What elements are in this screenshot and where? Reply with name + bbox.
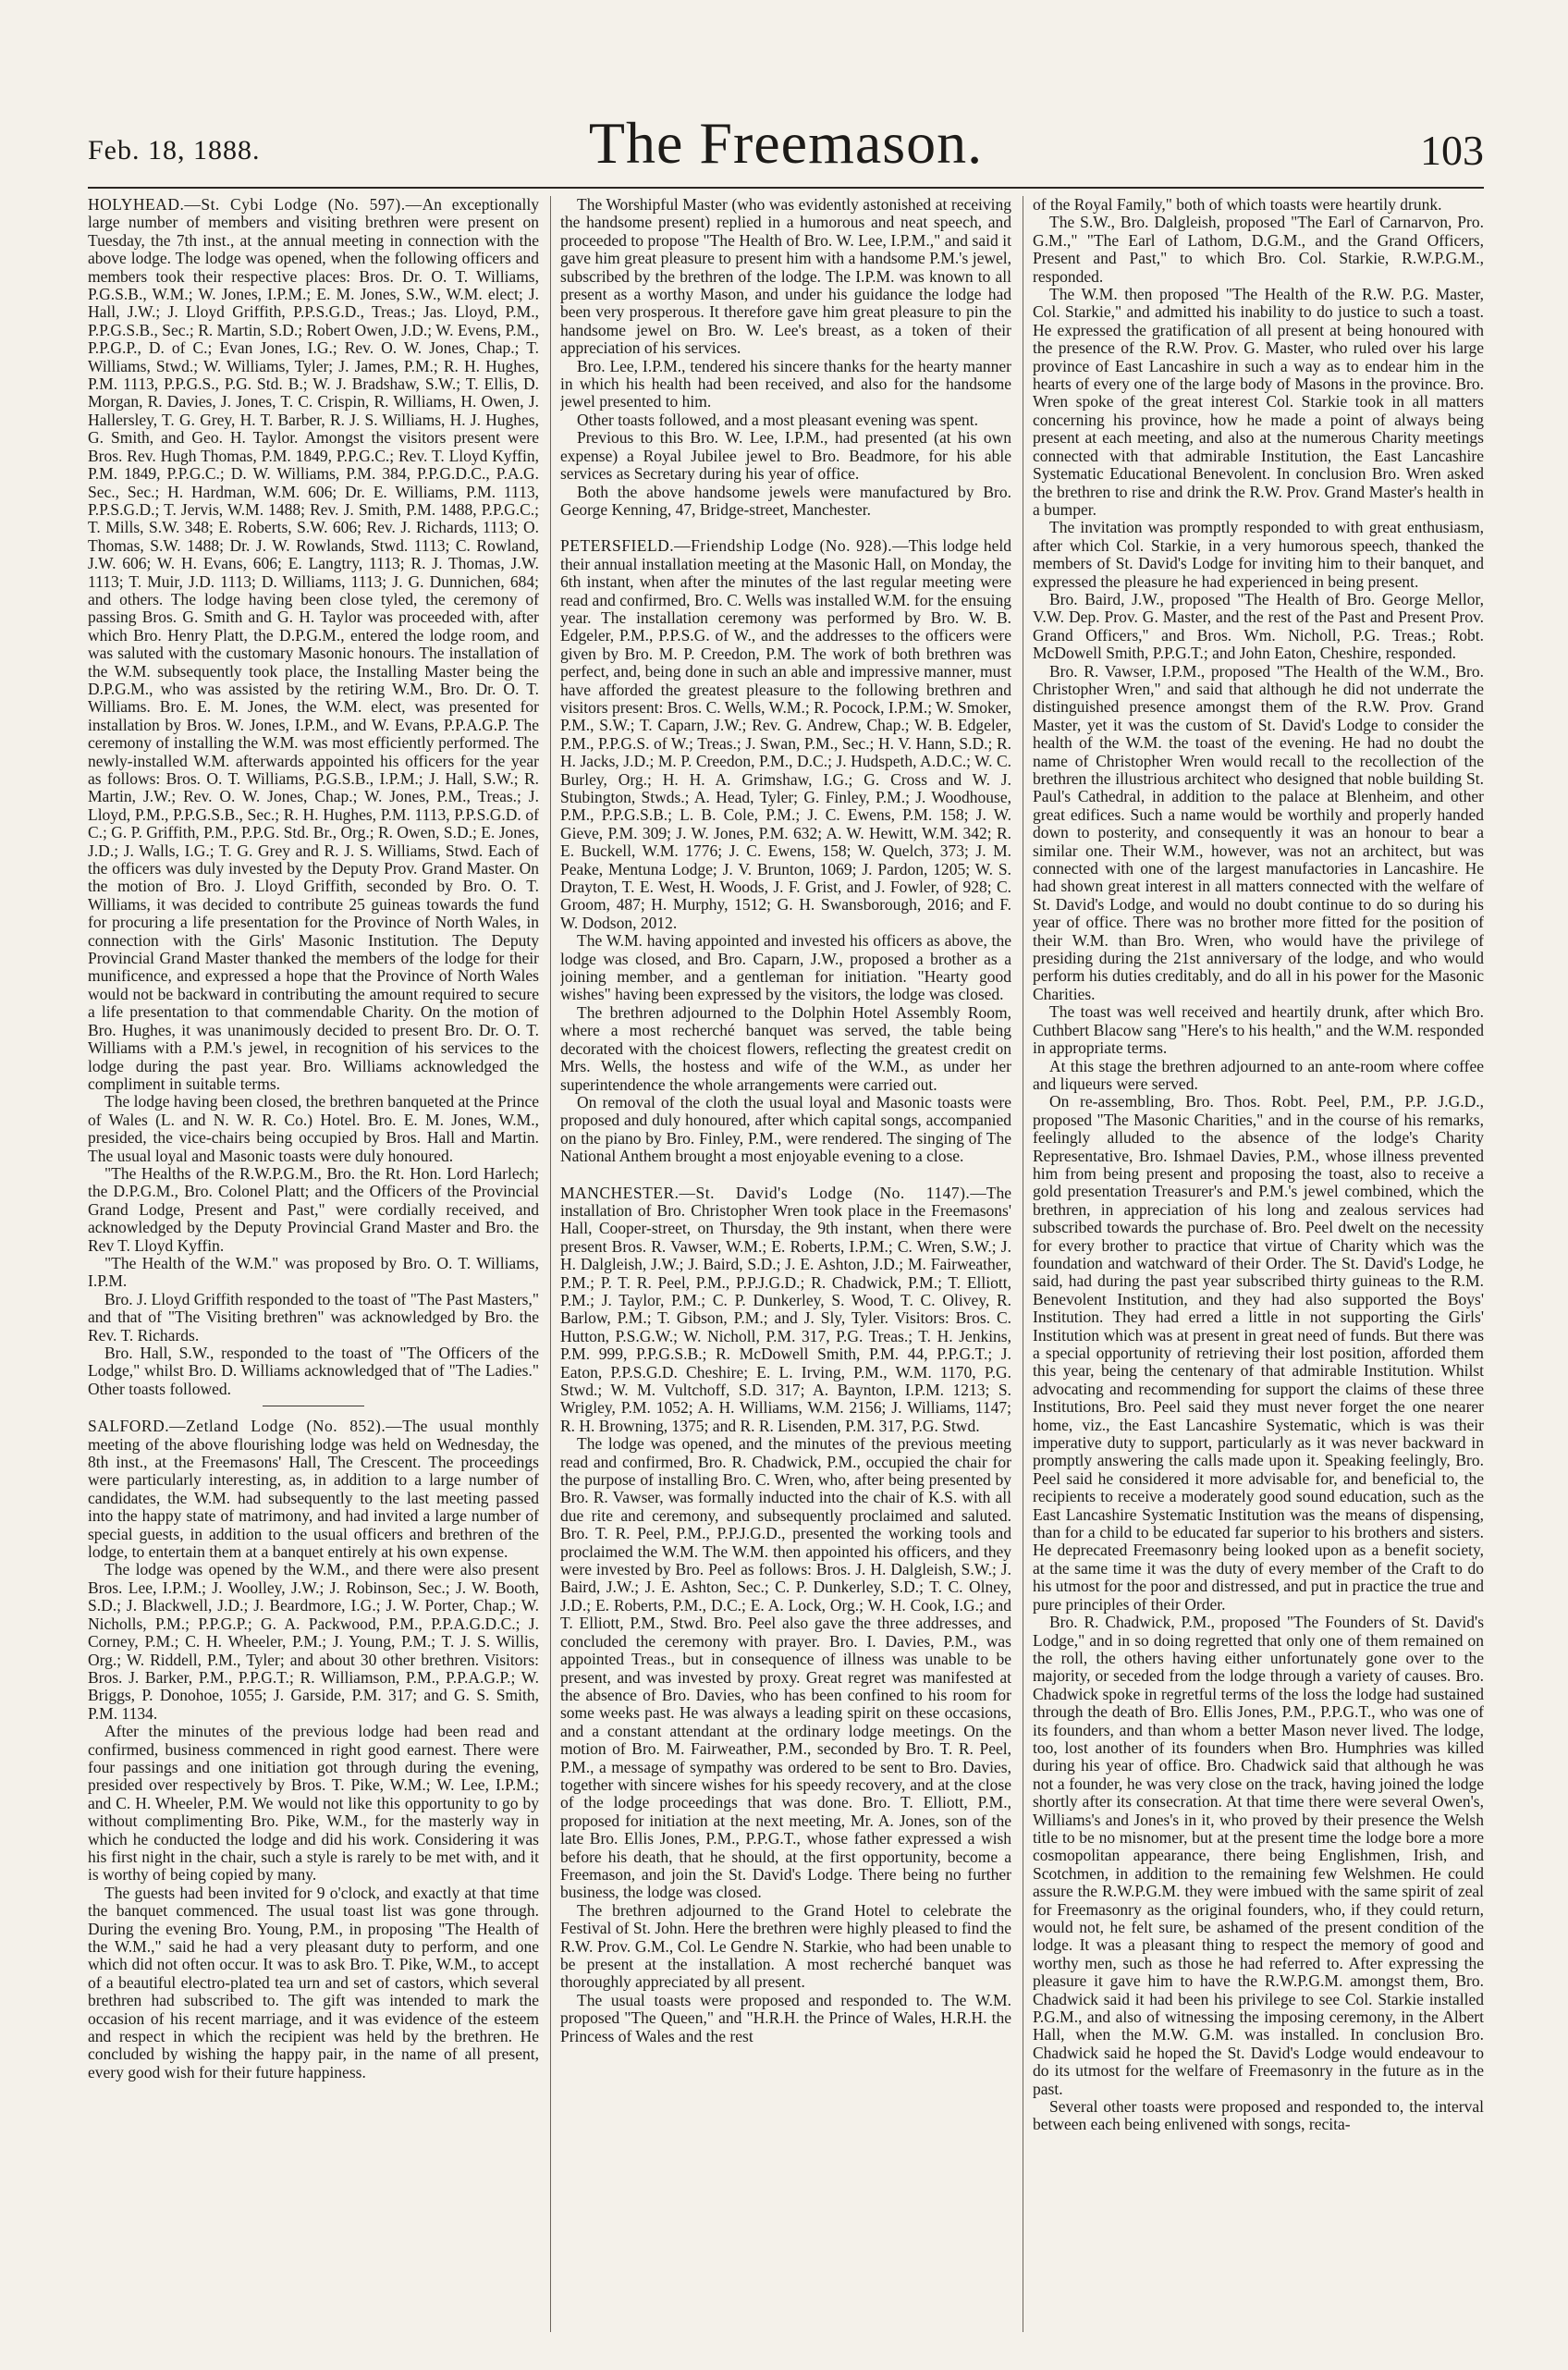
paragraph-text: At this stage the brethren adjourned to an ante-room where coffee and liqueurs were served. xyxy=(1033,1056,1484,1093)
article-paragraph xyxy=(560,932,1011,1004)
column-3 xyxy=(1033,196,1484,2341)
article-paragraph xyxy=(560,1902,1011,1992)
article-heading: SALFORD.—Zetland Lodge (No. 852).— xyxy=(88,1417,403,1436)
article-paragraph xyxy=(560,1094,1011,1166)
paragraph-text: Bro. Lee, I.P.M., tendered his sincere thanks for the hearty manner in which his health had been received, and also for the handsome jewel presented to him. xyxy=(560,356,1011,411)
paragraph-text: "The Health of the W.M." was proposed by Bro. O. T. Williams, I.P.M. xyxy=(88,1253,539,1291)
paragraph-text: Both the above handsome jewels were manufactured by Bro. George Kenning, 47, Bridge-street, Manchester. xyxy=(560,482,1011,519)
paragraph-text: The S.W., Bro. Dalgleish, proposed "The Earl of Carnarvon, Pro. G.M.," "The Earl of Lathom, D.G.M., and the Grand Officers, Present and Past," to which Bro. Col. Starkie, R.W.P.G.M., responded. xyxy=(1033,213,1484,286)
paragraph-text: Bro. R. Vawser, I.P.M., proposed "The Health of the W.M., Bro. Christopher Wren," and said that although he did not underrate the distinguished presence amongst them of the R.W. Prov. Grand Master, yet it was the custom of St. David's Lodge to consider the health of the W.M. the toast of the evening. He had no doubt the name of Christopher Wren would recall to the recollection of the brethren the illustrious architect who designed that noble building St. Paul's Cathedral, in addition to the palace at Blenheim, and other great edifices. Such a name would be worthily and properly handed down to posterity, and consequently it was an honour to bear a similar one. Their W.M., however, was not an architect, but was connected with one of the largest manufactories in Lancashire. He had shown great interest in all matters connected with the welfare of St. David's Lodge, and would no doubt continue to do so during his year of office. There was no brother more fitted for the position of their W.M. than Bro. Wren, who would have the privilege of presiding during the 21st anniversary of the lodge, and who would perform his duties creditably, and do all in his power for the Masonic Charities. xyxy=(1033,661,1484,1003)
article-paragraph xyxy=(88,1885,539,2081)
article-paragraph xyxy=(1033,214,1484,286)
article-paragraph xyxy=(88,1345,539,1398)
article-paragraph xyxy=(1033,591,1484,663)
issue-date: Feb. 18, 1888. xyxy=(88,135,261,166)
article-paragraph xyxy=(88,1165,539,1255)
paragraph-text: An exceptionally large number of members and visiting brethren were present on Tuesday, the 7th inst., at the annual meeting in connection with the above lodge. The lodge was opened, when the following officers and members took their respective places: Bros. Dr. O. T. Williams, P.G.S.B., W.M.; W. Jones, I.P.M.; E. M. Jones, S.W., W.M. elect; J. Hall, J.W.; J. Lloyd Griffith, P.P.S.G.D., Treas.; Jas. Lloyd, P.M., P.P.G.S.B., Sec.; R. Martin, S.D.; Robert Owen, J.D.; W. Evens, P.M., P.P.G.P., D. of C.; Evan Jones, I.G.; Rev. O. W. Jones, Chap.; T. Williams, Stwd.; W. Williams, Tyler; J. James, P.M.; R. H. Hughes, P.M. 1113, P.P.G.S., P.G. Std. B.; W. J. Bradshaw, S.W.; T. Ellis, D. Morgan, R. Davies, J. Jones, T. C. Crispin, R. Williams, H. Owen, J. Hallersley, T. G. Grey, H. T. Barber, R. J. S. Williams, H. J. Hughes, G. Smith, and Geo. H. Taylor. Amongst the visitors present were Bros. Rev. Hugh Thomas, P.M. 1849, P.P.G.C.; Rev. T. Lloyd Kyffin, P.M. 1849, P.P.G.C.; D. W. Williams, P.M. 384, P.P.G.D.C., P.A.G. Sec., Sec.; H. Hardman, W.M. 606; Dr. E. Williams, P.M. 1113, P.P.S.G.D.; T. Jervis, W.M. 1488; Rev. J. Smith, P.M. 1488, P.P.G.C.; T. Mills, S.W. 348; E. Roberts, S.W. 606; Rev. J. Richards, 1113; O. Thomas, S.W. 1488; Dr. J. W. Rowlands, Stwd. 1113; C. Rowland, J.W. 606; W. H. Evans, 606; E. Langtry, 1113; R. J. Thomas, J.W. 1113; T. Muir, J.D. 1113; D. Williams, 1113; J. G. Dunnichen, 684; and others. The lodge having been close tyled, the ceremony of passing Bros. G. Smith and G. H. Taylor was proceeded with, after which Bro. Henry Platt, the D.P.G.M., entered the lodge room, and was saluted with the customary Masonic honours. The installation of the W.M. subsequently took place, the Installing Master being the D.P.G.M., who was assisted by the retiring W.M., Bro. Dr. O. T. Williams. Bro. E. M. Jones, the W.M. elect, was presented for installation by Bros. W. Jones, I.P.M., and W. Evans, P.P.A.G.P. The ceremony of installing the W.M. was most efficiently performed. The newly-installed W.M. afterwards appointed his officers for the year as follows: Bros. O. T. Williams, P.G.S.B., I.P.M.; J. Hall, S.W.; R. Martin, J.W.; Rev. O. W. Jones, Chap.; W. Jones, P.M., Treas.; J. Lloyd, P.M., P.P.G.S.B., Sec.; R. H. Hughes, P.M. 1113, P.P.S.G.D. of C.; G. P. Griffith, P.M., P.P.G. Std. Br., Org.; R. Owen, S.D.; E. Jones, J.D.; J. Walls, I.G.; T. G. Grey and R. J. S. Williams, Stwd. Each of the officers was duly invested by the Deputy Prov. Grand Master. On the motion of Bro. J. Lloyd Griffith, seconded by Bro. O. T. Williams, it was decided to contribute 25 guineas towards the fund for procuring a life presentation for the Province of North Wales, in connection with the Girls' Masonic Institution. The Deputy Provincial Grand Master thanked the members of the lodge for their munificence, and expressed a hope that the Province of North Wales would not be backward in contributing the amount required to secure a life presentation to that commendable Charity. On the motion of Bro. Hughes, it was unanimously decided to present Bro. Dr. O. T. Williams with a P.M.'s jewel, in recognition of his services to the lodge during the past year. Bro. Williams acknowledged the compliment in suitable terms. xyxy=(88,196,539,1093)
paragraph-text: The brethren adjourned to the Grand Hotel to celebrate the Festival of St. John. Here the brethren were highly pleased to find the R.W. Prov. G.M., Col. Le Gendre N. Starkie, who had been unable to be present at the installation. A most recherché banquet was thoroughly appreciated by all present. xyxy=(560,1900,1011,1992)
page-number: 103 xyxy=(1420,127,1484,174)
paragraph-text: The toast was well received and heartily drunk, after which Bro. Cuthbert Blacow sang "Here's to his health," and the W.M. responded in appropriate terms. xyxy=(1033,1002,1484,1058)
paragraph-text: The invitation was promptly responded to with great enthusiasm, after which Col. Starkie, in a very humorous speech, thanked the members of St. David's Lodge for inviting him to their banquet, and expressed the pleasure he had experienced in being present. xyxy=(1033,518,1484,591)
masthead-rule xyxy=(88,187,1484,189)
column-divider xyxy=(550,196,551,2332)
paragraph-text: Previous to this Bro. W. Lee, I.P.M., had presented (at his own expense) a Royal Jubilee jewel to Bro. Beadmore, for his able services as Secretary during his year of office. xyxy=(560,428,1011,484)
article-heading: HOLYHEAD.—St. Cybi Lodge (No. 597).— xyxy=(88,196,423,214)
article-paragraph xyxy=(560,358,1011,411)
paragraph-text: On removal of the cloth the usual loyal and Masonic toasts were proposed and duly honoured, after which capital songs, accompanied on the piano by Bro. Finley, P.M., were rendered. The singing of The National Anthem brought a most enjoyable evening to a close. xyxy=(560,1092,1011,1166)
article-paragraph xyxy=(1033,519,1484,591)
article-heading: MANCHESTER.—St. David's Lodge (No. 1147). xyxy=(560,1183,971,1202)
newspaper-title: The Freemason. xyxy=(588,110,984,176)
article-paragraph xyxy=(1033,196,1484,214)
article-paragraph xyxy=(88,1255,539,1291)
article-paragraph xyxy=(88,1291,539,1345)
article-paragraph xyxy=(1033,1614,1484,2098)
paragraph-text: Other toasts followed, and a most pleasant evening was spent. xyxy=(577,410,978,429)
article-paragraph xyxy=(560,1992,1011,2045)
paragraph-text: The W.M. then proposed "The Health of the R.W. P.G. Master, Col. Starkie," and admitted his inability to do justice to such a toast. He expressed the gratification of all present at being honoured with the presence of the R.W. Prov. G. Master, who ruled over his large province of East Lancashire in such a way as to endear him in the hearts of every one of the large body of Masons in the province. Bro. Wren spoke of the great interest Col. Starkie took in all matters concerning his province, how he made a point of always being present at each meeting, and also at the numerous Charity meetings connected with that admirable Institution, the East Lancashire Systematic Educational Benevolent. In conclusion Bro. Wren asked the brethren to rise and drink the R.W. Prov. Grand Master's health in a bumper. xyxy=(1033,285,1484,519)
paragraph-text: "The Healths of the R.W.P.G.M., Bro. the Rt. Hon. Lord Harlech; the D.P.G.M., Bro. Colonel Platt; and the Officers of the Provincial Grand Lodge, Present and Past," were cordially received, and acknowledged by the Deputy Provincial Grand Master and Bro. the Rev T. Lloyd Kyffin. xyxy=(88,1163,539,1255)
masthead xyxy=(88,109,1484,185)
paragraph-text: Bro. Hall, S.W., responded to the toast of "The Officers of the Lodge," whilst Bro. D. Williams acknowledged that of "The Ladies." Other toasts followed. xyxy=(88,1344,539,1398)
paragraph-text: Several other toasts were proposed and responded to, the interval between each being enlivened with songs, recita- xyxy=(1033,2097,1484,2134)
article-paragraph xyxy=(560,196,1011,358)
article-heading: PETERSFIELD.—Friendship Lodge (No. 928). xyxy=(560,536,893,556)
article-paragraph xyxy=(88,1561,539,1723)
paragraph-text: The usual toasts were proposed and responded to. The W.M. proposed "The Queen," and "H.R.H. the Prince of Wales, H.R.H. the Princess of Wales and the rest xyxy=(560,1990,1011,2045)
paragraph-text: Bro. Baird, J.W., proposed "The Health of Bro. George Mellor, V.W. Dep. Prov. G. Master, and the rest of the Past and Present Prov. Grand Officers," and Bros. Wm. Nicholl, P.G. Treas.; Robt. McDowell Smith, P.P.G.T.; and John Eaton, Cheshire, responded. xyxy=(1033,589,1484,663)
column-2 xyxy=(560,196,1011,2341)
paragraph-text: The guests had been invited for 9 o'clock, and exactly at that time the banquet commenced. The usual toast list was gone through. During the evening Bro. Young, P.M., in proposing "The Health of the W.M.," said he had a very pleasant duty to perform, and one which did not often occur. It was to ask Bro. T. Pike, W.M., to accept of a beautiful electro-plated tea urn and set of castors, which several brethren had subscribed to. The gift was intended to mark the occasion of his recent marriage, and it was evidence of the esteem and respect in which the recipient was held by the brethren. He concluded by wishing the happy pair, in the name of all present, every good wish for their future happiness. xyxy=(88,1883,539,2081)
article-paragraph xyxy=(1033,286,1484,519)
paragraph-text: On re-assembling, Bro. Thos. Robt. Peel, P.M., P.P. J.G.D., proposed "The Masonic Charities," and in the course of his remarks, feelingly alluded to the absence of the lodge's Charity Representative, Bro. Ishmael Davies, P.M., whose illness prevented him from being present and proposing the toast, also to receive a gold presentation Treasurer's and P.M.'s jewel combined, which the brethren, in appreciation of his long and zealous services had subscribed towards the purchase of. Bro. Peel dwelt on the necessity for every brother to practice that virtue of Charity which was the foundation and watchward of their Order. The St. David's Lodge, he said, had during the past year subscribed thirty guineas to the R.M. Benevolent Institution, and they had also supported the Boys' Institution. They had erred a little in not supporting the Girls' Institution which was at present in great need of funds. But there was a special opportunity of retrieving their lost position, afforded them this year, being the centenary of that admirable Institution. Whilst advocating and recommending for support the claims of these three Institutions, Bro. Peel said they must never forget the one nearer home, viz., the East Lancashire Systematic, which is was their imperative duty to support, particularly as it was never backward in promptly answering the calls made upon it. Speaking feelingly, Bro. Peel said he considered it more advisable for, and beneficial to, the recipients to receive a moderately good sound education, such as the East Lancashire Systematic Institution was the means of dispensing, than for a child to be educated far superior to his brothers and sisters. He deprecated Freemasonry being looked upon as a benefit society, at the same time it was the duty of every member of the Craft to do his utmost for the poor and distressed, and put in practice the true and pure principles of their Order. xyxy=(1033,1092,1484,1614)
article-paragraph xyxy=(560,1004,1011,1094)
article-paragraph xyxy=(1033,663,1484,1004)
paragraph-text: —The installation of Bro. Christopher Wren took place in the Freemasons' Hall, Cooper-street, on Thursday, the 9th instant, when there were present Bros. R. Vawser, W.M.; E. Roberts, I.P.M.; C. Wren, S.W.; J. H. Dalgleish, J.W.; J. Baird, S.D.; J. E. Ashton, J.D.; M. Fairweather, P.M.; P. T. R. Peel, P.M., P.P.J.G.D.; R. Chadwick, P.M.; T. Elliott, P.M.; J. Taylor, P.M.; C. P. Dunkerley, S. Wood, T. C. Olivey, R. Barlow, P.M.; T. Gibson, P.M.; and J. Sly, Tyler. Visitors: Bros. C. Hutton, P.S.G.W.; W. Nicholl, P.M. 317, P.G. Treas.; T. H. Jenkins, P.M. 999, P.P.G.S.B.; R. McDowell Smith, P.M. 44, P.P.G.T.; J. Eaton, P.P.S.G.D. Cheshire; E. L. Irving, P.M., W.M. 1170, P.G. Stwd.; W. M. Vultchoff, S.D. 317; A. Baynton, I.P.M. 1213; S. Wrigley, P.M. 1052; A. H. Williams, W.M. 2156; J. Williams, 1147; R. H. Browning, 1375; and R. R. Lisenden, P.M. 317, P.G. Stwd. xyxy=(560,1183,1011,1435)
article-gap xyxy=(560,1166,1011,1185)
paragraph-text: Bro. J. Lloyd Griffith responded to the toast of "The Past Masters," and that of "The Visiting brethren" was acknowledged by Bro. the Rev. T. Richards. xyxy=(88,1289,539,1345)
article-lead-paragraph xyxy=(88,196,539,1093)
article-paragraph xyxy=(560,429,1011,483)
paragraph-text: Bro. R. Chadwick, P.M., proposed "The Founders of St. David's Lodge," and in so doing regretted that only one of them remained on the roll, the others having either unfortunately gone over to the majority, or seceded from the lodge through a variety of causes. Bro. Chadwick spoke in regretful terms of the loss the lodge had sustained through the death of Bro. Ellis Jones, P.M., P.P.G.T., who was one of its founders, and than whom a better Mason never lived. The lodge, too, lost another of its founders when Bro. Humphries was killed during his year of office. Bro. Chadwick said that although he was not a founder, he was very close on the track, having joined the lodge shortly after its consecration. At that time there were several Owen's, Williams's and Jones's in it, who proved by their presence the Welsh title to be no misnomer, but at the present time the lodge bore a more cosmopolitan appearance, there being Englishmen, Irish, and Scotchmen, in addition to the remaining few Welshmen. He could assure the R.W.P.G.M. they were imbued with the same spirit of zeal for Freemasonry as the original founders, who, if they could return, would not, he felt sure, be ashamed of the present condition of the lodge. It was a pleasant thing to respect the memory of good and worthy men, such as those he had referred to. After expressing the pleasure it gave him to have the R.W.P.G.M. amongst them, Bro. Chadwick said it had been his privilege to see Col. Starkie installed P.G.M., and also of witnessing the imposing ceremony, in the Albert Hall, when the M.W. G.M. was installed. In conclusion Bro. Chadwick said he hoped the St. David's Lodge would endeavour to do its utmost for the welfare of Freemasonry in the future as in the past. xyxy=(1033,1613,1484,2098)
article-gap xyxy=(560,519,1011,537)
paragraph-text: The brethren adjourned to the Dolphin Hotel Assembly Room, where a most recherché banquet was served, the table being decorated with the choicest flowers, reflecting the greatest credit on Mrs. Wells, the hostess and wife of the W.M., as under her superintendence the whole arrangements were carried out. xyxy=(560,1002,1011,1094)
paragraph-text: The lodge was opened, and the minutes of the previous meeting read and confirmed, Bro. R. Chadwick, P.M., occupied the chair for the purpose of installing Bro. C. Wren, who, after being presented by Bro. R. Vawser, was formally inducted into the chair of K.S. with all due rite and ceremony, and subsequently proclaimed and saluted. Bro. T. R. Peel, P.M., P.P.J.G.D., presented the working tools and proclaimed the W.M. The W.M. then appointed his officers, and they were invested by Bro. Peel as follows: Bros. J. H. Dalgleish, S.W.; J. Baird, J.W.; J. E. Ashton, Sec.; C. P. Dunkerley, S.D.; T. C. Olney, J.D.; E. Roberts, P.M., D.C.; E. A. Lock, Org.; W. H. Cook, I.G.; and T. Elliott, P.M., Stwd. Bro. Peel also gave the three addresses, and concluded the ceremony with prayer. Bro. I. Davies, P.M., was appointed Treas., but in consequence of illness was unable to be present, and was invested by proxy. Great regret was manifested at the absence of Bro. Davies, who has been confined to his room for some weeks past. He was always a leading spirit on these occasions, and a constant attendant at the ordinary lodge meetings. On the motion of Bro. M. Fairweather, P.M., seconded by Bro. T. R. Peel, P.M., a message of sympathy was ordered to be sent to Bro. Davies, together with sincere wishes for his speedy recovery, and at the close of the lodge proceedings that was done. Bro. T. Elliott, P.M., proposed for initiation at the next meeting, Mr. A. Jones, son of the late Bro. Ellis Jones, P.M., P.P.G.T., whose father expressed a wish before his death, that he should, at the first opportunity, become a Freemason, and join the St. David's Lodge. There being no further business, the lodge was closed. xyxy=(560,1434,1011,1902)
paragraph-text: —This lodge held their annual installation meeting at the Masonic Hall, on Monday, the 6th instant, when after the minutes of the last regular meeting were read and confirmed, Bro. C. Wells was installed W.M. for the ensuing year. The installation ceremony was performed by Bro. W. B. Edgeler, P.M., P.P.S.G. of W., and the addresses to the officers were given by Bro. M. P. Creedon, P.M. The work of both brethren was perfect, and, being done in such an able and impressive manner, must have afforded the greatest pleasure to the following brethren and visitors present: Bros. C. Wells, W.M.; R. Pocock, I.P.M.; W. Smoker, P.M., S.W.; T. Caparn, J.W.; Rev. G. Andrew, Chap.; W. B. Edgeler, P.M., P.P.G.S. of W.; Treas.; J. Swan, P.M., Sec.; H. V. Hann, S.D.; R. H. Jacks, J.D.; M. P. Creedon, P.M., D.C.; J. Hudspeth, A.D.C.; W. C. Burley, Org.; H. H. A. Grimshaw, I.G.; G. Cross and W. J. Stubington, Stwds.; A. Head, Tyler; G. Finley, P.M.; J. Woodhouse, P.M., P.P.G.S.B.; L. B. Cole, P.M.; J. C. Ewens, P.M. 158; J. W. Gieve, P.M. 309; J. W. Jones, P.M. 632; A. W. Hewitt, W.M. 342; R. E. Buckell, W.M. 1776; J. C. Ewens, 158; W. Quelch, 373; J. M. Peake, Mentuna Lodge; J. V. Brunton, 1069; J. Pardon, 1205; W. S. Drayton, T. E. West, H. Woods, J. F. Grist, and J. Fowler, of 928; C. Groom, 487; H. Murphy, 1512; G. H. Swansborough, 2016; and F. W. Dodson, 2012. xyxy=(560,536,1011,932)
article-lead-paragraph xyxy=(560,537,1011,932)
article-paragraph xyxy=(560,484,1011,520)
article-paragraph xyxy=(1033,1093,1484,1614)
article-lead-paragraph xyxy=(88,1418,539,1561)
paragraph-text: After the minutes of the previous lodge had been read and confirmed, business commenced in right good earnest. There were four passings and one initiation got through during the evening, presided over respectively by Bros. T. Pike, W.M.; W. Lee, I.P.M.; and C. H. Wheeler, P.M. We would not like this opportunity to go by without complimenting Bro. Pike, W.M., for the masterly way in which he conducted the lodge and did his work. Considering it was his first night in the chair, such a style is rarely to be met with, and it is worthy of being copied by many. xyxy=(88,1722,539,1885)
paragraph-text: The W.M. having appointed and invested his officers as above, the lodge was closed, and Bro. Caparn, J.W., proposed a brother as a joining member, and a gentleman for initiation. "Hearty good wishes" having been expressed by the visitors, the lodge was closed. xyxy=(560,931,1011,1004)
article-paragraph xyxy=(1033,2098,1484,2134)
article-paragraph xyxy=(1033,1058,1484,1094)
paragraph-text: The lodge having been closed, the brethren banqueted at the Prince of Wales (L. and N. W. R. Co.) Hotel. Bro. E. M. Jones, W.M., presided, the vice-chairs being occupied by Bros. Hall and Martin. The usual loyal and Masonic toasts were duly honoured. xyxy=(88,1092,539,1165)
paragraph-text: The Worshipful Master (who was evidently astonished at receiving the handsome present) replied in a humorous and neat speech, and proceeded to propose "The Health of Bro. W. Lee, I.P.M.," and said it gave him great pleasure to present him with a handsome P.M.'s jewel, subscribed by the brethren of the lodge. The I.P.M. was known to all present as a worthy Mason, and under his guidance the lodge had been very prosperous. It therefore gave him great pleasure to pin the handsome jewel on Bro. W. Lee's breast, as a token of their appreciation of his services. xyxy=(560,196,1011,358)
article-paragraph xyxy=(1033,1003,1484,1057)
article-paragraph xyxy=(560,1435,1011,1902)
article-paragraph xyxy=(88,1093,539,1165)
article-paragraph xyxy=(560,411,1011,429)
paragraph-text: of the Royal Family," both of which toasts were heartily drunk. xyxy=(1033,196,1442,214)
paragraph-text: The usual monthly meeting of the above flourishing lodge was held on Wednesday, the 8th inst., at the Freemasons' Hall, The Crescent. The proceedings were particularly interesting, as, in addition to a large number of candidates, the W.M. had subsequently to the last meeting passed into the happy state of matrimony, and had invited a large number of special guests, in addition to the usual officers and brethren of the lodge, to entertain them at a banquet entirely at his own expense. xyxy=(88,1417,539,1562)
article-paragraph xyxy=(88,1723,539,1885)
paragraph-text: The lodge was opened by the W.M., and there were also present Bros. Lee, I.P.M.; J. Woolley, J.W.; J. Robinson, Sec.; J. W. Booth, S.D.; J. Blackwell, J.D.; J. Beardmore, I.G.; J. W. Porter, Chap.; W. Nicholls, P.M.; P.P.G.P.; G. A. Packwood, P.M., P.P.A.G.D.C.; J. Corney, P.M.; C. H. Wheeler, P.M.; J. Young, P.M.; T. J. S. Willis, Org.; W. Riddell, P.M., Tyler; and about 30 other brethren. Visitors: Bros. J. Barker, P.M., P.P.G.T.; R. Williamson, P.M., P.P.A.G.P.; W. Briggs, P. Donohoe, 1055; J. Garside, P.M. 317; and G. S. Smith, P.M. 1134. xyxy=(88,1560,539,1723)
column-1 xyxy=(88,196,539,2341)
article-lead-paragraph xyxy=(560,1185,1011,1436)
